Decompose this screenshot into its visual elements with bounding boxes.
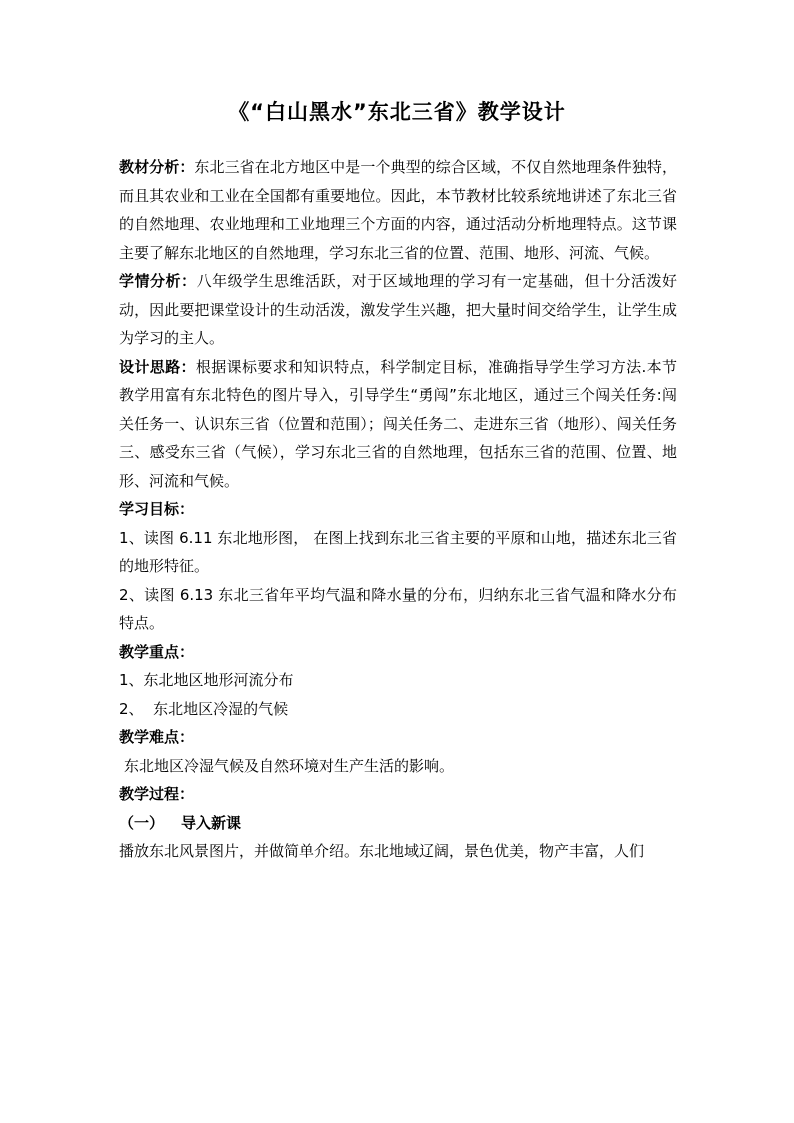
difficulties-heading: 教学难点：	[119, 728, 195, 746]
document-title: 《“白山黑水”东北三省》教学设计	[228, 100, 566, 124]
design-idea-text: 根据课标要求和知识特点，科学制定目标，准确指导学生学习方法.本节教学用富有东北特色的图片导入，引导学生“勇闯”东北地区，通过三个闯关任务:闯关任务一、认识东三省（位置和范围）；闯关任务二、走进东三省（地形）、闯关任务三、感受东三省（气候），学习东北三省的自然地理，包括东三省的范围、位置、地形、河流和气候。	[119, 357, 677, 490]
design-idea-paragraph	[119, 353, 677, 496]
process-section-number: （一）	[119, 813, 165, 832]
process-intro-text: 播放东北风景图片，并做简单介绍。东北地域辽阔，景色优美，物产丰富，人们	[119, 842, 645, 860]
objectives-heading: 学习目标：	[119, 500, 195, 518]
key-points-heading: 教学重点：	[119, 642, 195, 661]
design-idea-label: 设计思路：	[119, 357, 196, 376]
key-point-item-2: 2、 东北地区冷湿的气候	[119, 699, 289, 718]
student-analysis-text: 八年级学生思维活跃，对于区域地理的学习有一定基础，但十分活泼好动，因此要把课堂设计的生动活泼，激发学生兴趣，把大量时间交给学生，让学生成为学习的主人。	[119, 272, 677, 347]
textbook-analysis-text: 东北三省在北方地区中是一个典型的综合区域，不仅自然地理条件独特，而且其农业和工业在全国都有重要地位。因此，本节教材比较系统地讲述了东北三省的自然地理、农业地理和工业地理三个方面的内容，通过活动分析地理特点。这节课主要了解东北地区的自然地理，学习东北三省的位置、范围、地形、河流、气候。	[119, 158, 677, 262]
process-heading: 教学过程：	[119, 785, 195, 803]
document-body	[119, 153, 677, 866]
objective-item-1: 1、读图 6.11 东北地形图， 在图上找到东北三省主要的平原和山地，描述东北三省的地形特征。	[119, 528, 677, 575]
key-point-item-1: 1、东北地区地形河流分布	[119, 671, 294, 689]
student-analysis-paragraph	[119, 267, 677, 353]
difficulties-text: 东北地区冷湿气候及自然环境对生产生活的影响。	[124, 756, 455, 775]
textbook-analysis-paragraph	[119, 153, 677, 267]
process-section-heading	[119, 809, 677, 838]
process-section-title: 导入新课	[181, 813, 242, 832]
textbook-analysis-label: 教材分析：	[119, 158, 195, 176]
student-analysis-label: 学情分析：	[119, 272, 197, 290]
objective-item-2: 2、读图 6.13 东北三省年平均气温和降水量的分布，归纳东北三省气温和降水分布特点。	[119, 585, 677, 632]
